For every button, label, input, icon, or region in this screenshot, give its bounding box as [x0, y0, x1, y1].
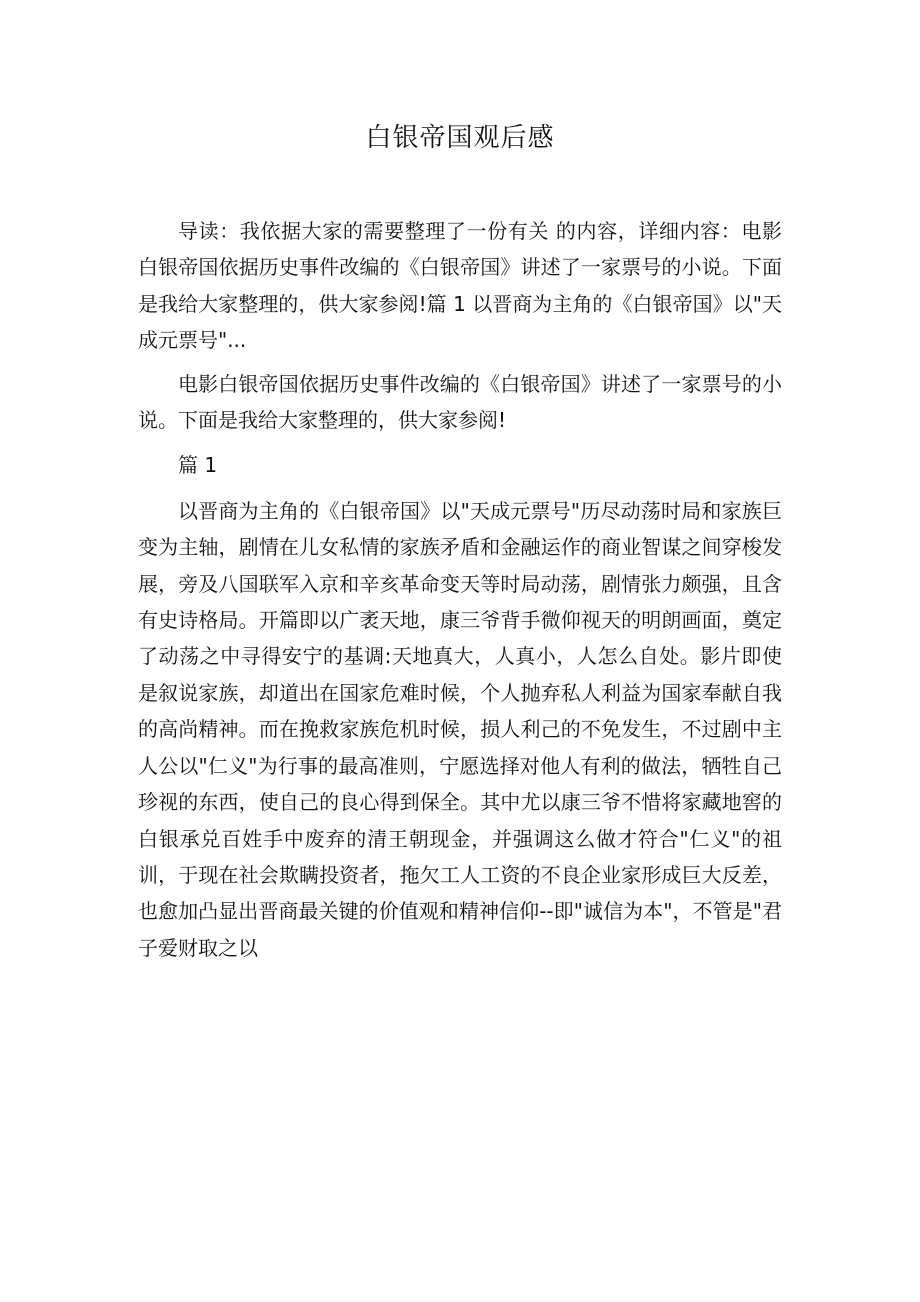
section-heading: 篇 1	[178, 453, 218, 478]
review-paragraph: 以晋商为主角的《白银帝国》以"天成元票号"历尽动荡时局和家族巨变为主轴，剧情在儿女私情的家族矛盾和金融运作的商业智谋之间穿梭发展，旁及八国联军入京和辛亥革命变天等时局动荡，剧情张力颇强，且含有史诗格局。开篇即以广袤天地，康三爷背手微仰视天的明朗画面，奠定了动荡之中寻得安宁的基调:天地真大，人真小，人怎么自处。影片即使是叙说家族，却道出在国家危难时候，个人抛弃私人利益为国家奉献自我的高尚精神。而在挽救家族危机时候，损人利己的不免发生，不过剧中主人公以"仁义"为行事的最高准则，宁愿选择对他人有利的做法，牺牲自己珍视的东西，使自己的良心得到保全。其中尤以康三爷不惜将家藏地窖的白银承兑百姓手中废弃的清王朝现金，并强调这么做才符合"仁义"的祖训，于现在社会欺瞒投资者，拖欠工人工资的不良企业家形成巨大反差，也愈加凸显出晋商最关键的价值观和精神信仰--即"诚信为本"，不管是"君子爱财取之以	[138, 498, 782, 960]
document-title: 白银帝国观后感	[365, 123, 555, 153]
intro-paragraph: 导读：我依据大家的需要整理了一份有关 的内容，详细内容：电影白银帝国依据历史事件改编的《白银帝国》讲述了一家票号的小说。下面是我给大家整理的，供大家参阅!篇 1 以晋商为主角的《白银帝国》以"天成元票号"...	[138, 219, 782, 353]
document-body	[138, 213, 782, 966]
summary-paragraph: 电影白银帝国依据历史事件改编的《白银帝国》讲述了一家票号的小说。下面是我给大家整理的，供大家参阅!	[138, 371, 782, 433]
